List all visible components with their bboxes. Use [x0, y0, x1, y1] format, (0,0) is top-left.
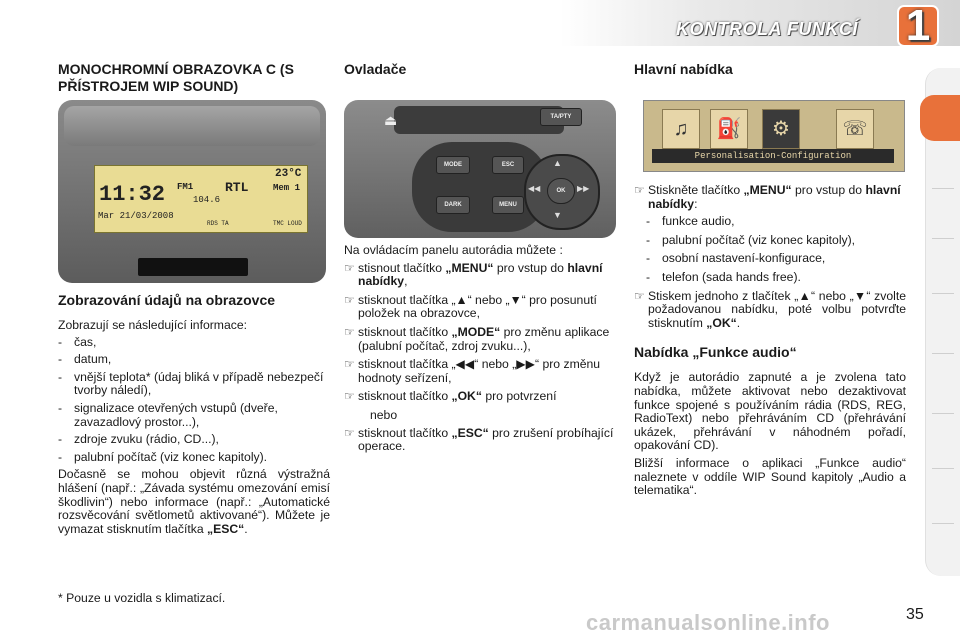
left-text: [58, 292, 330, 536]
middle-list-item: ☞ stisnout tlačítko „MENU“ pro vstup do hlavní nabídky,: [344, 260, 603, 289]
menu-bar-label: Personalisation-Configuration: [652, 149, 894, 163]
settings-icon: ⚙: [762, 109, 800, 149]
pointer-icon: ☞: [634, 288, 645, 303]
chapter-tab-active: [920, 95, 960, 141]
display-band: FM1: [177, 182, 194, 192]
eject-icon: ⏏: [384, 112, 398, 128]
pointer-icon: ☞: [634, 183, 645, 197]
right-subheading: Nabídka „Funkce audio“: [634, 344, 797, 361]
mode-button: MODE: [436, 156, 470, 174]
left-list-item: - zdroje zvuku (rádio, CD...),: [58, 432, 219, 447]
trip-computer-icon: ⛽: [710, 109, 748, 149]
right-list-item-arrows: ☞ Stiskem jednoho z tlačítek „▲“ nebo „▼“ zvolte požadovanou nabídku, poté volbu potvrďte stisknutím „OK“.: [634, 288, 906, 330]
display-station: RTL: [225, 180, 249, 195]
pointer-icon: ☞: [344, 425, 355, 440]
right-heading-wrap: [634, 61, 906, 78]
control-panel-photo: [344, 100, 616, 238]
phone-icon: ☏: [836, 109, 874, 149]
middle-list-item-esc: ☞ stisknout tlačítko „ESC“ pro zrušení probíhající operace.: [344, 425, 614, 454]
main-menu-screen: [643, 100, 905, 172]
left-list-item: - palubní počítač (viz konec kapitoly).: [58, 449, 268, 464]
left-list-item: - datum,: [58, 352, 112, 367]
left-list: [58, 336, 330, 465]
middle-heading: Ovladače: [344, 61, 407, 77]
middle-nebo: nebo: [370, 407, 398, 422]
middle-list-item: ☞ stisknout tlačítko „OK“ pro potvrzení: [344, 389, 557, 404]
pointer-icon: ☞: [344, 389, 355, 404]
display-memory: Mem 1: [273, 183, 301, 193]
left-column: [58, 61, 330, 95]
dark-button: DARK: [436, 196, 470, 214]
chapter-title: KONTROLA FUNKCÍ: [676, 19, 858, 39]
pointer-icon: ☞: [344, 260, 355, 275]
display-time: 11:32: [99, 182, 166, 207]
display-temp: 23°C: [275, 168, 302, 180]
middle-heading-wrap: [344, 61, 616, 78]
middle-list: [344, 262, 616, 404]
right-text: [634, 184, 906, 498]
right-sublist: [634, 215, 906, 284]
middle-text: [344, 244, 616, 454]
chapter-number-text: 1: [905, 1, 931, 50]
footnote: * Pouze u vozidla s klimatizací.: [58, 591, 226, 605]
right-sublist-item: - palubní počítač (viz konec kapitoly),: [646, 232, 856, 247]
monochrome-display: [94, 165, 308, 233]
esc-button: ESC: [492, 156, 524, 174]
display-date: Mar 21/03/2008: [98, 211, 174, 221]
left-intro: Zobrazují se následující informace:: [58, 318, 247, 332]
right-paragraph-2: Bližší informace o aplikaci „Funkce audio“ naleznete v oddíle WIP Sound kapitoly „Audio a telematika“.: [634, 455, 906, 498]
middle-intro: Na ovládacím panelu autorádia můžete :: [344, 243, 563, 257]
left-list-item: - čas,: [58, 334, 97, 349]
up-arrow-icon: ▲: [553, 158, 562, 168]
middle-list-item: ☞ stisknout tlačítka „◀◀“ nebo „▶▶“ pro změnu hodnoty seřízení,: [344, 357, 601, 385]
left-list-item: - signalizace otevřených vstupů (dveře, zavazadlový prostor...),: [58, 400, 278, 429]
ok-button: OK: [547, 178, 575, 204]
right-heading: Hlavní nabídka: [634, 61, 733, 77]
middle-list-item: ☞ stisknout tlačítka „▲“ nebo „▼“ pro posunutí položek na obrazovce,: [344, 292, 597, 321]
display-rds: RDS TA: [207, 220, 229, 227]
forward-icon: ▶▶: [577, 184, 590, 193]
left-list-item: - vnější teplota* (údaj bliká v případě nebezpečí tvorby náledí),: [58, 369, 324, 398]
right-list-item-menu: ☞ Stiskněte tlačítko „MENU“ pro vstup do hlavní nabídky:: [634, 183, 901, 211]
right-paragraph-1: Když je autorádio zapnuté a je zvolena tato nabídka, můžete aktivovat nebo dezaktivovat funkce spojené s používáním rádia (RDS, REG, RadioText) nebo přehráváním CD (přehrávání ukázek, přehrávání v náhodném pořadí, opakování CD).: [634, 370, 906, 453]
pointer-icon: ☞: [344, 357, 355, 372]
rewind-icon: ◀◀: [528, 184, 541, 193]
chapter-side-tabs: [925, 68, 960, 576]
right-sublist-item: - funkce audio,: [646, 214, 735, 229]
right-sublist-item: - telefon (sada hands free).: [646, 269, 801, 284]
display-frequency: 104.6: [193, 195, 221, 205]
down-arrow-icon: ▼: [553, 210, 562, 220]
page-number: 35: [906, 606, 924, 623]
display-tmc: TMC LOUD: [273, 220, 302, 227]
chapter-number: [896, 1, 940, 50]
pointer-icon: ☞: [344, 292, 355, 307]
right-sublist-item: - osobní nastavení-konfigurace,: [646, 251, 826, 266]
left-paragraph: Dočasně se mohou objevit různá výstražná hlášení (např.: „Závada systému omezování emisí škodlivin“) nebo informace (např.: „Automatické rozsvěcování světlometů aktivované“). Můžete je vymazat stisknutím tlačítka „ESC“.: [58, 467, 330, 536]
left-heading: MONOCHROMNÍ OBRAZOVKA C (S PŘÍSTROJEM WIP SOUND): [58, 61, 294, 94]
watermark: carmanualsonline.info: [586, 610, 830, 635]
ta-pty-button: TA/PTY: [540, 108, 582, 126]
left-subheading: Zobrazování údajů na obrazovce: [58, 292, 276, 308]
audio-notes-icon: ♫: [662, 109, 700, 149]
middle-list-item: ☞ stisknout tlačítko „MODE“ pro změnu aplikace (palubní počítač, zdroj zvuku...),: [344, 324, 610, 353]
menu-button: MENU: [492, 196, 524, 214]
pointer-icon: ☞: [344, 324, 355, 339]
